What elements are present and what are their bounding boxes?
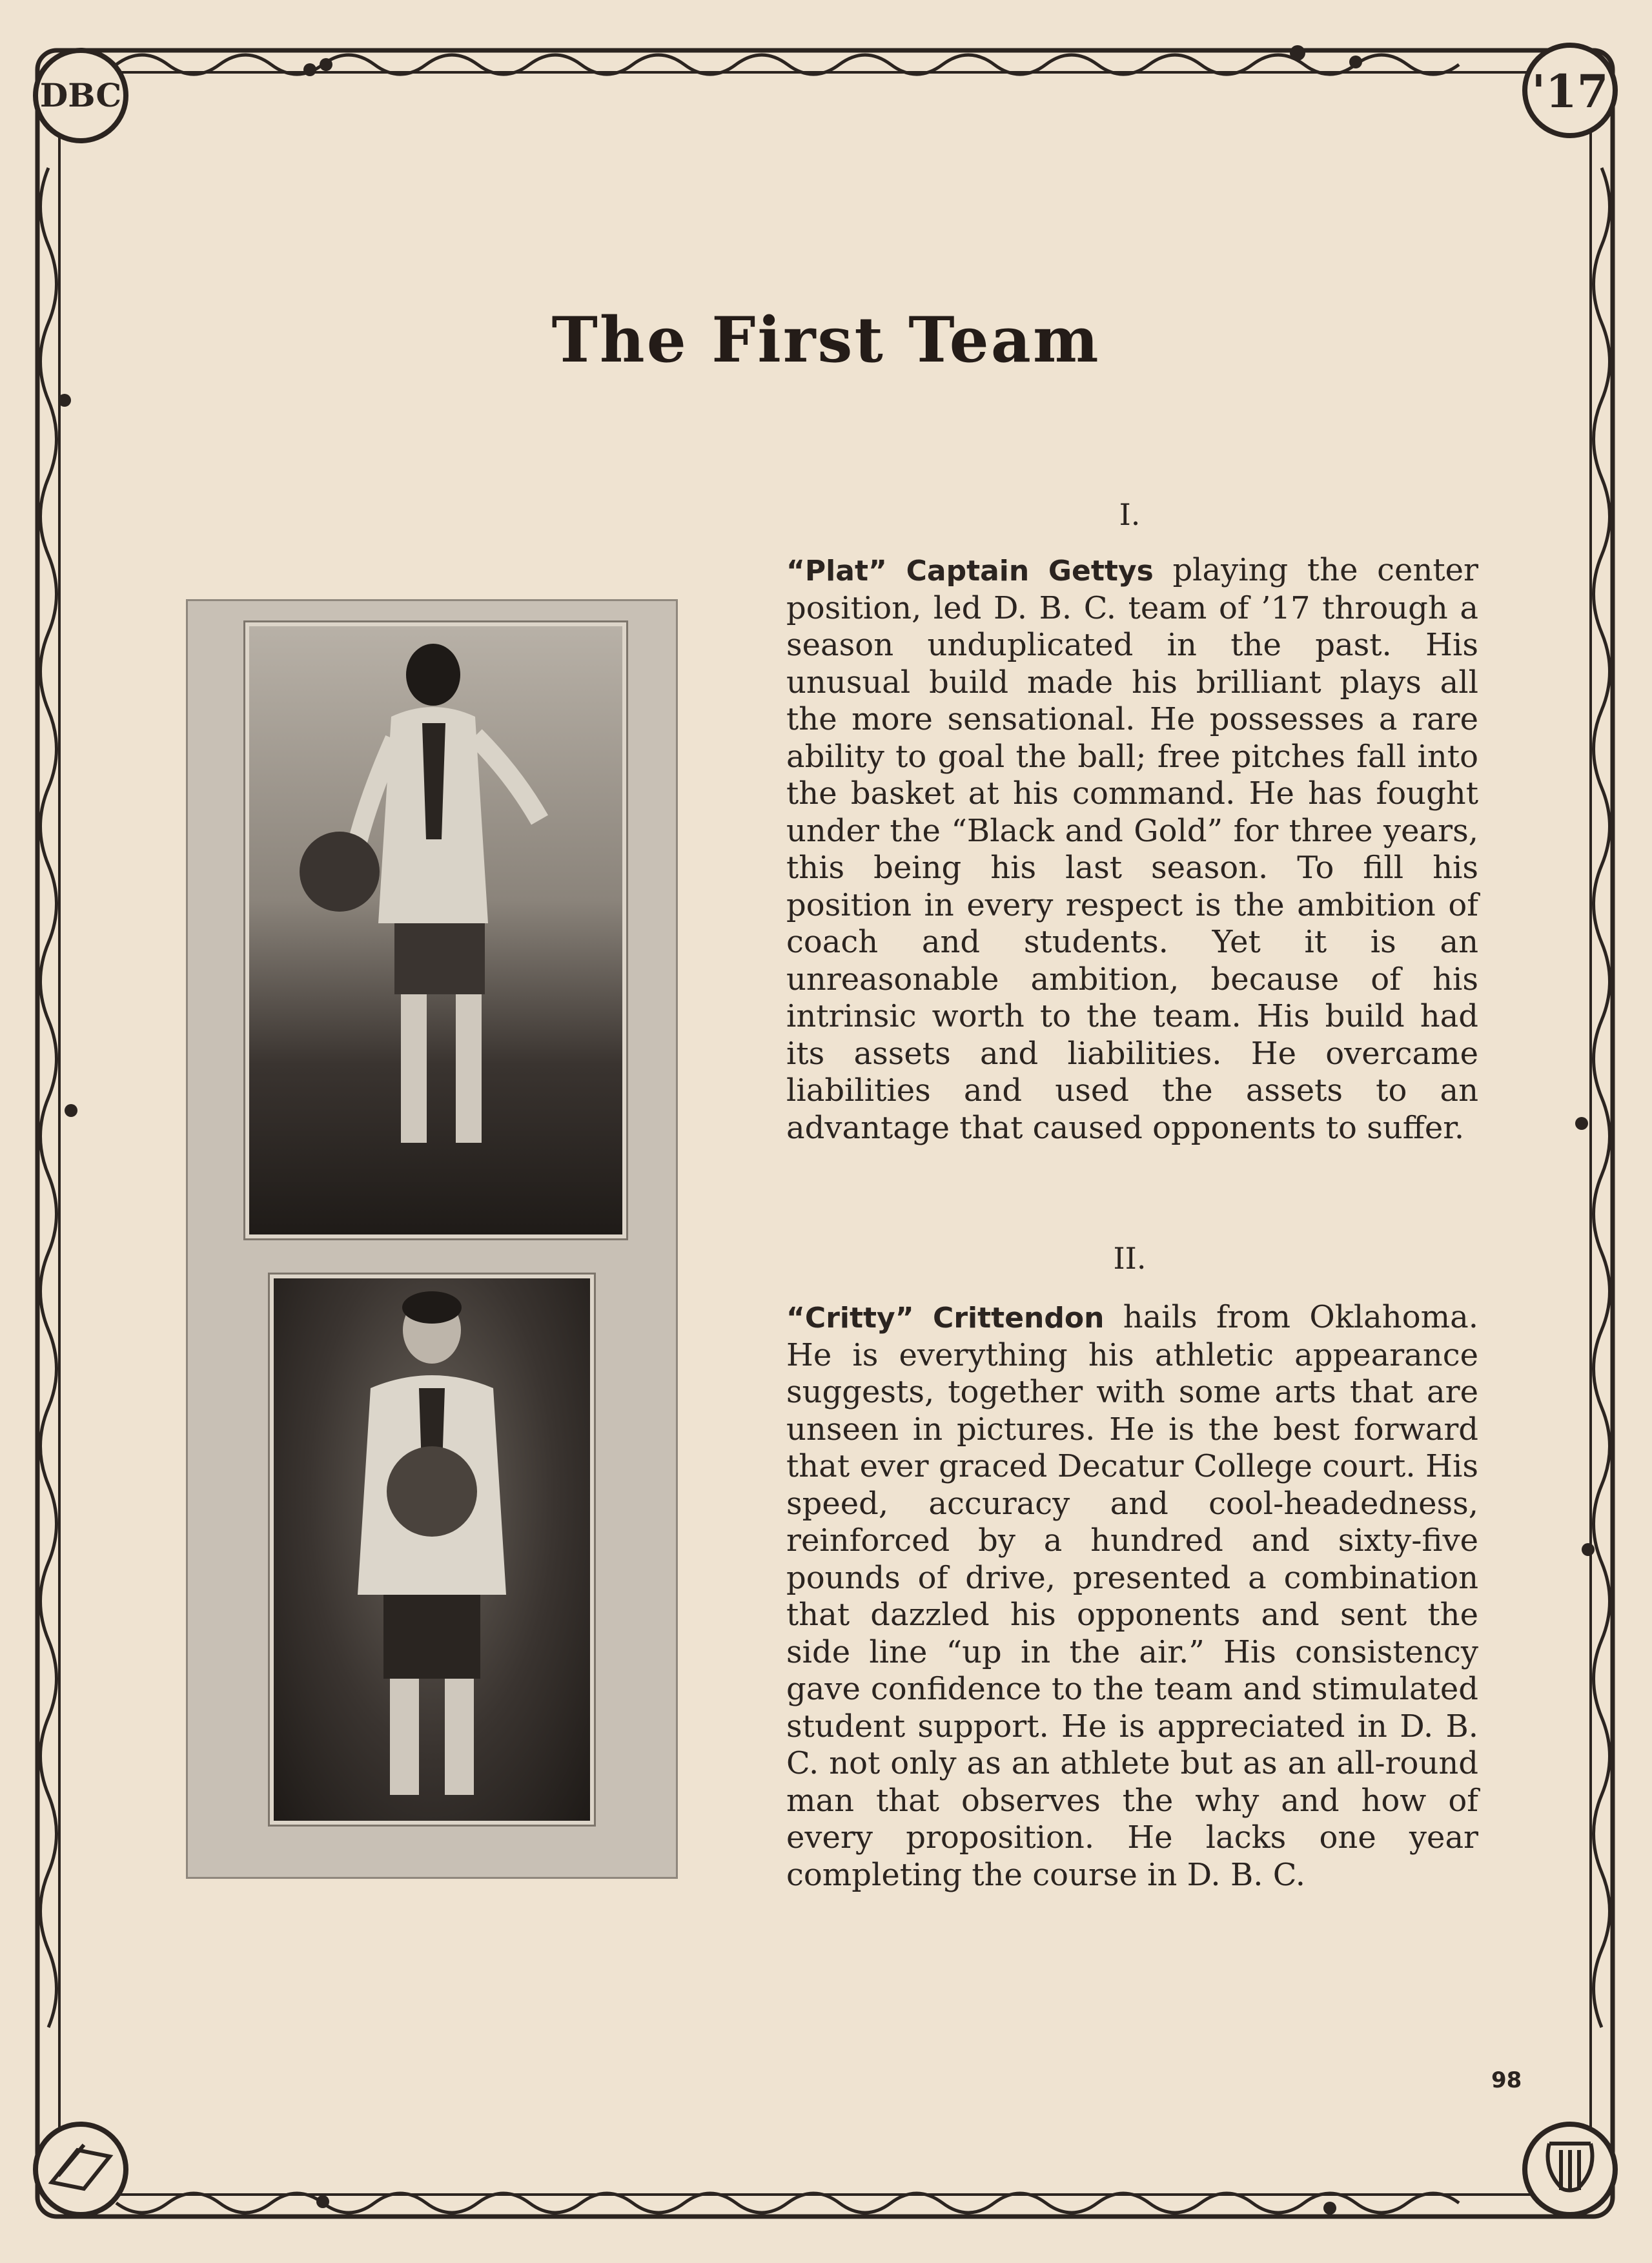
page-title: The First Team bbox=[551, 303, 1101, 376]
player-figure-gettys bbox=[249, 626, 622, 1234]
photo-mount bbox=[186, 599, 678, 1879]
player-photo-gettys bbox=[249, 626, 622, 1234]
section-lead-1: “Plat” Captain Gettys bbox=[786, 555, 1154, 588]
player-figure-crittendon bbox=[274, 1278, 590, 1821]
section-body-2: hails from Oklahoma. He is everything his athletic appearance suggests, together with some arts that are unseen in pictures. He is the best forward that ever graced Decatur College court. His speed, accuracy and cool-headedness, reinforced by a hundred and sixty-five pounds of drive, presented a combination that dazzled his opponents and sent the side line “up in the air.” His consistency gave confidence to the team and stimulated student support. He is appreciated in D. B. C. not only as an athlete but as an all-round man that observes the why and how of every proposition. He lacks one year completing the course in D. B. C. bbox=[786, 1299, 1479, 1893]
section-text-1 bbox=[786, 552, 1478, 1147]
section-numeral-2: II. bbox=[1113, 1241, 1147, 1276]
page-number: 98 bbox=[1491, 2067, 1522, 2093]
section-body-1: playing the center position, led D. B. C. team of ’17 through a season unduplicated in the past. His unusual build made his brilliant plays all the more sensational. He possesses a rare ability to goal the ball; free pitches fall into the basket at his command. He has fought under the “Black and Gold” for three years, this being his last season. To fill his position in every respect is the ambition of coach and students. Yet it is an unreasonable ambition, because of his intrinsic worth to the team. His build had its assets and liabilities. He overcame liabilities and used the assets to an advantage that caused opponents to suffer. bbox=[786, 552, 1479, 1146]
section-lead-2: “Critty” Crittendon bbox=[786, 1302, 1105, 1335]
section-text-2 bbox=[786, 1299, 1478, 1894]
section-numeral-1: I. bbox=[1119, 497, 1141, 532]
player-photo-crittendon bbox=[274, 1278, 590, 1821]
dbc-monogram: DBC bbox=[39, 76, 122, 114]
year-mark: '17 bbox=[1531, 65, 1609, 118]
